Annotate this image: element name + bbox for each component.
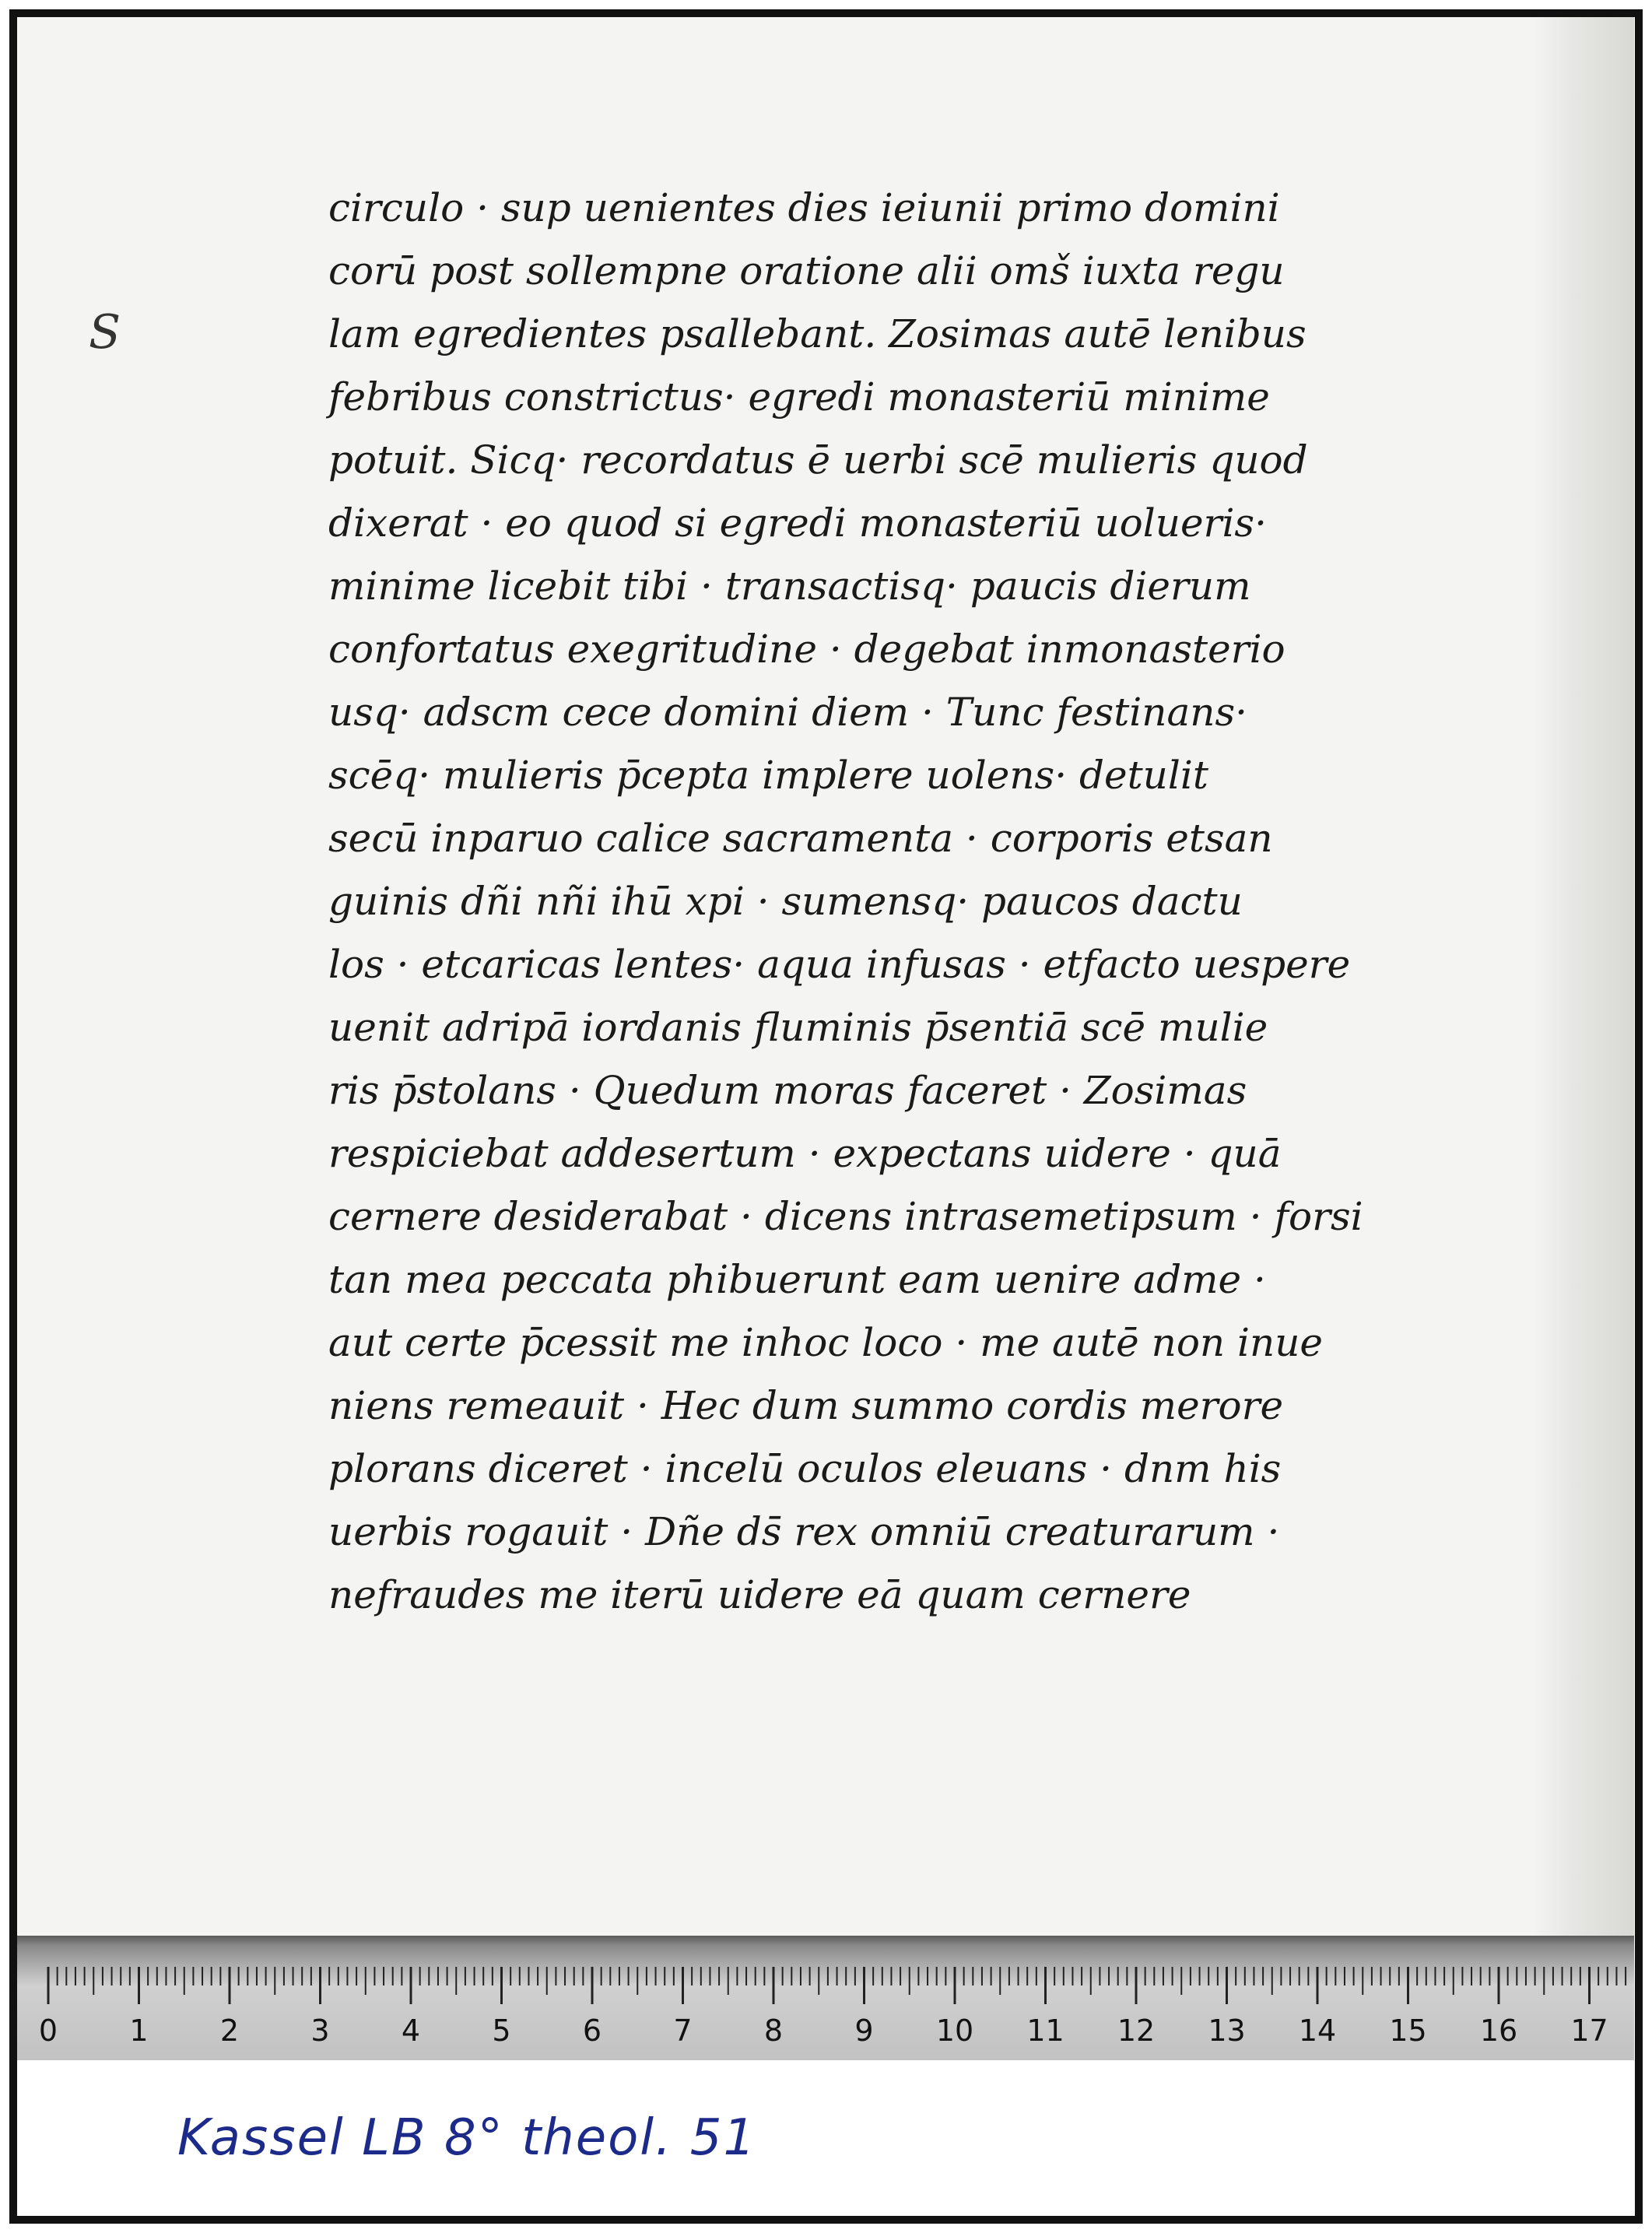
manuscript-line: circulo · sup uenientes dies ieiunii primo domini <box>328 185 1280 230</box>
ruler-label: 10 <box>935 2014 974 2048</box>
marginal-mark: S <box>89 305 121 360</box>
manuscript-line: lam egredientes psallebant. Zosimas autē lenibus <box>328 311 1307 356</box>
manuscript-line: plorans diceret · incelū oculos eleuans · dnm his <box>328 1446 1282 1491</box>
manuscript-page <box>17 17 1634 2060</box>
ruler-label: 1 <box>129 2014 149 2048</box>
ruler-label: 12 <box>1117 2014 1156 2048</box>
manuscript-line: minime licebit tibi · transactisq· paucis dierum <box>328 564 1251 609</box>
ruler-label: 5 <box>492 2014 511 2048</box>
manuscript-line: febribus constrictus· egredi monasteriū minime <box>328 374 1270 420</box>
manuscript-line: uerbis rogauit · Dñe ds̄ rex omniū creaturarum · <box>328 1509 1280 1554</box>
ruler-label: 13 <box>1208 2014 1246 2048</box>
manuscript-line: usq· adscm cece domini diem · Tunc festinans· <box>328 690 1248 735</box>
ruler-label: 7 <box>673 2014 693 2048</box>
manuscript-line: ris p̄stolans · Quedum moras faceret · Zosimas <box>328 1068 1247 1113</box>
manuscript-line: confortatus exegritudine · degebat inmonasterio <box>328 627 1285 672</box>
manuscript-line: los · etcaricas lentes· aqua infusas · etfacto uespere <box>328 942 1351 987</box>
manuscript-line: corū post sollempne oratione alii omš iuxta regu <box>328 248 1285 293</box>
ruler-label: 4 <box>401 2014 421 2048</box>
manuscript-line: dixerat · eo quod si egredi monasteriū uolueris· <box>328 500 1267 546</box>
manuscript-line: scēq· mulieris p̄cepta implere uolens· detulit <box>328 753 1208 798</box>
ruler-label: 17 <box>1570 2014 1608 2048</box>
manuscript-line: uenit adripā iordanis fluminis p̄sentiā scē mulie <box>328 1005 1268 1050</box>
manuscript-line: tan mea peccata phibuerunt eam uenire adme · <box>328 1257 1266 1302</box>
ruler-label: 15 <box>1389 2014 1427 2048</box>
manuscript-line: guinis dñi nñi ihū xpi · sumensq· paucos dactu <box>328 879 1243 924</box>
manuscript-line: secū inparuo calice sacramenta · corporis etsan <box>328 816 1273 861</box>
ruler-label: 2 <box>219 2014 240 2048</box>
ruler-label: 9 <box>854 2014 874 2048</box>
manuscript-line: nefraudes me iterū uidere eā quam cernere <box>328 1572 1191 1617</box>
manuscript-text <box>328 177 1418 1627</box>
ruler-label: 3 <box>310 2014 330 2048</box>
ruler-label: 16 <box>1479 2014 1518 2048</box>
manuscript-line: niens remeauit · Hec dum summo cordis merore <box>328 1383 1284 1428</box>
manuscript-line: respiciebat addesertum · expectans uidere · quā <box>328 1131 1282 1176</box>
ruler-label: 6 <box>582 2014 602 2048</box>
ruler-label: 11 <box>1026 2014 1065 2048</box>
page-edge-shadow <box>1533 17 1634 1940</box>
shelfmark-caption: Kassel LB 8° theol. 51 <box>177 2109 757 2167</box>
ruler-label: 8 <box>763 2014 784 2048</box>
ruler-label: 14 <box>1298 2014 1337 2048</box>
measurement-ruler <box>17 1936 1634 2060</box>
manuscript-line: aut certe p̄cessit me inhoc loco · me autē non inue <box>328 1320 1324 1365</box>
manuscript-line: cernere desiderabat · dicens intrasemetipsum · forsi <box>328 1194 1363 1239</box>
ruler-label: 0 <box>38 2014 58 2048</box>
manuscript-line: potuit. Sicq· recordatus ē uerbi scē mulieris quod <box>328 437 1308 483</box>
